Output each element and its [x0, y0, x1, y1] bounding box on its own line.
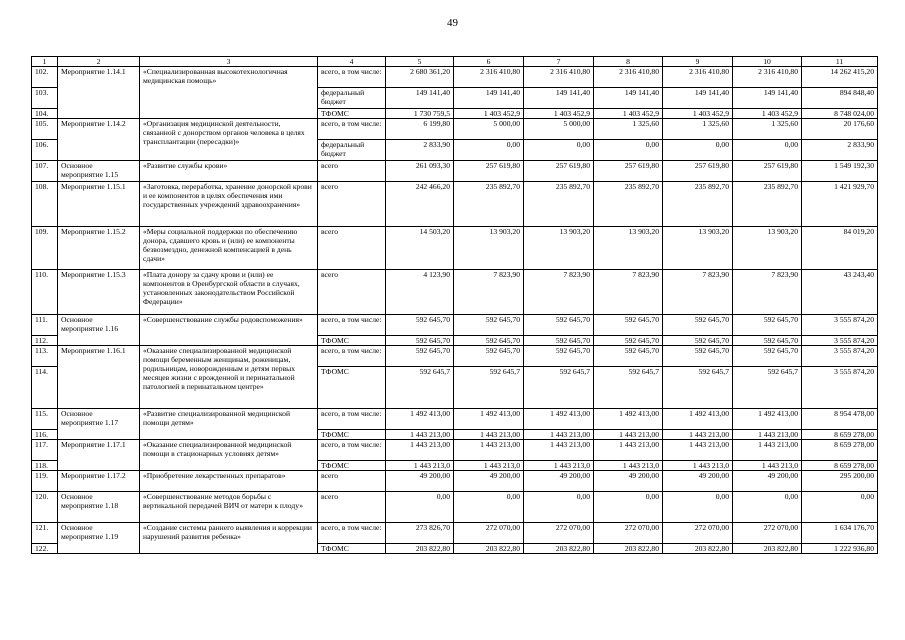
- measure-description: «Организация медицинской деятельности, связанной с донорством органов человека в целях трансплантации (пересадки)»: [140, 119, 318, 161]
- amount-cell: 0,00: [594, 140, 663, 161]
- amount-cell: 1 634 176,70: [802, 523, 878, 544]
- amount-cell: 257 619,80: [454, 161, 524, 182]
- header-cell: 7: [524, 57, 594, 67]
- amount-cell: 1 443 213,00: [594, 430, 663, 440]
- measure-description: «Приобретение лекарственных препаратов»: [140, 471, 318, 492]
- amount-cell: 5 000,00: [524, 119, 594, 140]
- amount-cell: 203 822,80: [594, 544, 663, 554]
- row-number: 107.: [32, 161, 58, 182]
- amount-cell: 203 822,80: [454, 544, 524, 554]
- amount-cell: 1 443 213,00: [386, 440, 454, 461]
- amount-cell: 49 200,00: [594, 471, 663, 492]
- funding-source: ТФОМС: [318, 544, 386, 554]
- amount-cell: 592 645,7: [733, 367, 802, 409]
- amount-cell: 592 645,70: [663, 336, 733, 346]
- amount-cell: 592 645,70: [524, 336, 594, 346]
- amount-cell: 1 443 213,0: [594, 461, 663, 471]
- measure-name: Основное мероприятие 1.18: [58, 492, 140, 523]
- funding-source: всего, в том числе:: [318, 523, 386, 544]
- row-number: 113.: [32, 346, 58, 367]
- amount-cell: 49 200,00: [524, 471, 594, 492]
- amount-cell: 592 645,70: [524, 315, 594, 336]
- amount-cell: 257 619,80: [594, 161, 663, 182]
- amount-cell: 592 645,70: [454, 315, 524, 336]
- amount-cell: 13 903,20: [524, 227, 594, 270]
- funding-source: всего, в том числе:: [318, 315, 386, 336]
- table-row: [32, 227, 878, 270]
- amount-cell: 592 645,7: [454, 367, 524, 409]
- measure-description: «Создание системы раннего выявления и коррекции нарушений развития ребенка»: [140, 523, 318, 554]
- amount-cell: 592 645,70: [524, 346, 594, 367]
- row-number: 112.: [32, 336, 58, 346]
- amount-cell: 0,00: [454, 140, 524, 161]
- amount-cell: 592 645,7: [594, 367, 663, 409]
- row-number: 106.: [32, 140, 58, 161]
- amount-cell: 49 200,00: [663, 471, 733, 492]
- amount-cell: 3 555 874,20: [802, 336, 878, 346]
- amount-cell: 49 200,00: [386, 471, 454, 492]
- amount-cell: 13 903,20: [594, 227, 663, 270]
- amount-cell: 8 748 024,00: [802, 109, 878, 119]
- amount-cell: 14 262 415,20: [802, 67, 878, 88]
- measure-description: «Меры социальной поддержки по обеспечению донора, сдавшего кровь и (или) ее компоненты безвозмездно, денежной компенсацией в день сдачи»: [140, 227, 318, 270]
- budget-table: [31, 56, 878, 554]
- table-row: [32, 270, 878, 315]
- amount-cell: 7 823,90: [663, 270, 733, 315]
- table-row: [32, 523, 878, 544]
- amount-cell: 2 680 361,20: [386, 67, 454, 88]
- row-number: 122.: [32, 544, 58, 554]
- amount-cell: 1 443 213,00: [454, 430, 524, 440]
- amount-cell: 20 176,60: [802, 119, 878, 140]
- amount-cell: 592 645,70: [594, 336, 663, 346]
- amount-cell: 592 645,70: [733, 315, 802, 336]
- amount-cell: 149 141,40: [454, 88, 524, 109]
- amount-cell: 235 892,70: [663, 182, 733, 227]
- amount-cell: 592 645,70: [594, 315, 663, 336]
- amount-cell: 273 826,70: [386, 523, 454, 544]
- amount-cell: 257 619,80: [663, 161, 733, 182]
- amount-cell: 7 823,90: [524, 270, 594, 315]
- measure-name: Основное мероприятие 1.19: [58, 523, 140, 554]
- amount-cell: 2 833,90: [386, 140, 454, 161]
- measure-description: «Развитие службы крови»: [140, 161, 318, 182]
- row-number: 118.: [32, 461, 58, 471]
- amount-cell: 149 141,40: [663, 88, 733, 109]
- funding-source: всего, в том числе:: [318, 346, 386, 367]
- amount-cell: 5 000,00: [454, 119, 524, 140]
- table-row: [32, 492, 878, 523]
- header-cell: 10: [733, 57, 802, 67]
- amount-cell: 1 403 452,9: [733, 109, 802, 119]
- header-cell: 11: [802, 57, 878, 67]
- amount-cell: 203 822,80: [663, 544, 733, 554]
- row-number: 120.: [32, 492, 58, 523]
- funding-source: ТФОМС: [318, 430, 386, 440]
- amount-cell: 1 222 936,80: [802, 544, 878, 554]
- amount-cell: 242 466,20: [386, 182, 454, 227]
- funding-source: федеральный бюджет: [318, 140, 386, 161]
- amount-cell: 84 019,20: [802, 227, 878, 270]
- amount-cell: 0,00: [663, 140, 733, 161]
- amount-cell: 1 421 929,70: [802, 182, 878, 227]
- amount-cell: 592 645,70: [454, 346, 524, 367]
- table-row: [32, 440, 878, 461]
- measure-description: «Совершенствование службы родовспоможения»: [140, 315, 318, 346]
- measure-name: Мероприятие 1.17.1: [58, 440, 140, 471]
- amount-cell: 272 070,00: [454, 523, 524, 544]
- funding-source: всего: [318, 182, 386, 227]
- row-number: 108.: [32, 182, 58, 227]
- row-number: 105.: [32, 119, 58, 140]
- amount-cell: 2 316 410,80: [594, 67, 663, 88]
- funding-source: всего, в том числе:: [318, 440, 386, 461]
- amount-cell: 592 645,70: [386, 315, 454, 336]
- amount-cell: 272 070,00: [594, 523, 663, 544]
- amount-cell: 2 316 410,80: [733, 67, 802, 88]
- row-number: 109.: [32, 227, 58, 270]
- amount-cell: 49 200,00: [454, 471, 524, 492]
- amount-cell: 0,00: [733, 140, 802, 161]
- amount-cell: 1 443 213,00: [594, 440, 663, 461]
- funding-source: федеральный бюджет: [318, 88, 386, 109]
- amount-cell: 1 443 213,00: [663, 440, 733, 461]
- amount-cell: 1 325,60: [733, 119, 802, 140]
- header-cell: 4: [318, 57, 386, 67]
- amount-cell: 592 645,70: [386, 346, 454, 367]
- funding-source: ТФОМС: [318, 461, 386, 471]
- amount-cell: 0,00: [733, 492, 802, 523]
- header-cell: 6: [454, 57, 524, 67]
- amount-cell: 592 645,7: [663, 367, 733, 409]
- row-number: 114.: [32, 367, 58, 409]
- amount-cell: 3 555 874,20: [802, 367, 878, 409]
- amount-cell: 8 954 478,00: [802, 409, 878, 430]
- amount-cell: 2 316 410,80: [524, 67, 594, 88]
- amount-cell: 7 823,90: [594, 270, 663, 315]
- amount-cell: 8 659 278,00: [802, 430, 878, 440]
- amount-cell: 13 903,20: [663, 227, 733, 270]
- amount-cell: 13 903,20: [454, 227, 524, 270]
- row-number: 116.: [32, 430, 58, 440]
- amount-cell: 235 892,70: [454, 182, 524, 227]
- amount-cell: 1 325,60: [663, 119, 733, 140]
- header-cell: 3: [140, 57, 318, 67]
- funding-source: всего: [318, 270, 386, 315]
- measure-name: Мероприятие 1.17.2: [58, 471, 140, 492]
- amount-cell: 13 903,20: [733, 227, 802, 270]
- amount-cell: 1 443 213,00: [524, 440, 594, 461]
- amount-cell: 235 892,70: [733, 182, 802, 227]
- amount-cell: 1 443 213,00: [386, 430, 454, 440]
- amount-cell: 1 492 413,00: [594, 409, 663, 430]
- funding-source: всего, в том числе:: [318, 119, 386, 140]
- amount-cell: 0,00: [524, 140, 594, 161]
- amount-cell: 3 555 874,20: [802, 346, 878, 367]
- funding-source: всего: [318, 471, 386, 492]
- amount-cell: 261 093,30: [386, 161, 454, 182]
- funding-source: всего: [318, 161, 386, 182]
- amount-cell: 1 730 759,5: [386, 109, 454, 119]
- table-row: [32, 346, 878, 367]
- header-cell: 2: [58, 57, 140, 67]
- measure-description: «Совершенствование методов борьбы с вертикальной передачей ВИЧ от матери к плоду»: [140, 492, 318, 523]
- row-number: 102.: [32, 67, 58, 88]
- amount-cell: 1 443 213,0: [454, 461, 524, 471]
- header-row: [32, 57, 878, 67]
- amount-cell: 592 645,70: [663, 346, 733, 367]
- amount-cell: 592 645,70: [386, 336, 454, 346]
- amount-cell: 1 443 213,0: [663, 461, 733, 471]
- amount-cell: 1 443 213,00: [733, 430, 802, 440]
- amount-cell: 1 403 452,9: [524, 109, 594, 119]
- amount-cell: 7 823,90: [454, 270, 524, 315]
- amount-cell: 1 403 452,9: [663, 109, 733, 119]
- amount-cell: 149 141,40: [524, 88, 594, 109]
- page-number: 49: [447, 17, 458, 29]
- amount-cell: 1 443 213,0: [386, 461, 454, 471]
- amount-cell: 6 199,80: [386, 119, 454, 140]
- amount-cell: 272 070,00: [524, 523, 594, 544]
- measure-description: «Оказание специализированной медицинской помощи в стационарных условиях детям»: [140, 440, 318, 471]
- amount-cell: 0,00: [386, 492, 454, 523]
- table-row: [32, 67, 878, 88]
- measure-description: «Оказание специализированной медицинской помощи беременным женщинам, роженицам, родильницам, новорожденным и детям первых месяцев жизни с врожденной и перинатальной патологией в перинатальном центре»: [140, 346, 318, 409]
- funding-source: ТФОМС: [318, 367, 386, 409]
- amount-cell: 592 645,70: [454, 336, 524, 346]
- amount-cell: 149 141,40: [733, 88, 802, 109]
- header-cell: 1: [32, 57, 58, 67]
- funding-source: всего: [318, 492, 386, 523]
- measure-description: «Развитие специализированной медицинской помощи детям»: [140, 409, 318, 440]
- amount-cell: 592 645,7: [524, 367, 594, 409]
- amount-cell: 0,00: [594, 492, 663, 523]
- funding-source: всего, в том числе:: [318, 67, 386, 88]
- table-row: [32, 315, 878, 336]
- amount-cell: 592 645,70: [733, 336, 802, 346]
- amount-cell: 592 645,70: [594, 346, 663, 367]
- row-number: 121.: [32, 523, 58, 544]
- amount-cell: 272 070,00: [663, 523, 733, 544]
- amount-cell: 1 492 413,00: [524, 409, 594, 430]
- row-number: 103.: [32, 88, 58, 109]
- amount-cell: 1 492 413,00: [386, 409, 454, 430]
- amount-cell: 8 659 278,00: [802, 461, 878, 471]
- amount-cell: 894 848,40: [802, 88, 878, 109]
- measure-description: «Плата донору за сдачу крови и (или) ее компонентов в Оренбургской области в случаях, установленных законодательством Российской Федерации»: [140, 270, 318, 315]
- amount-cell: 49 200,00: [733, 471, 802, 492]
- measure-name: Мероприятие 1.16.1: [58, 346, 140, 409]
- amount-cell: 1 443 213,00: [733, 440, 802, 461]
- amount-cell: 592 645,7: [386, 367, 454, 409]
- measure-name: Основное мероприятие 1.15: [58, 161, 140, 182]
- amount-cell: 592 645,70: [663, 315, 733, 336]
- funding-source: всего: [318, 227, 386, 270]
- table-row: [32, 119, 878, 140]
- row-number: 117.: [32, 440, 58, 461]
- amount-cell: 1 443 213,0: [524, 461, 594, 471]
- header-cell: 5: [386, 57, 454, 67]
- amount-cell: 203 822,80: [524, 544, 594, 554]
- row-number: 104.: [32, 109, 58, 119]
- amount-cell: 7 823,90: [733, 270, 802, 315]
- table-row: [32, 471, 878, 492]
- measure-name: Мероприятие 1.15.3: [58, 270, 140, 315]
- amount-cell: 8 659 278,00: [802, 440, 878, 461]
- funding-source: ТФОМС: [318, 109, 386, 119]
- amount-cell: 1 443 213,0: [733, 461, 802, 471]
- row-number: 119.: [32, 471, 58, 492]
- measure-description: «Специализированная высокотехнологичная медицинская помощь»: [140, 67, 318, 119]
- measure-description: «Заготовка, переработка, хранение донорской крови и ее компонентов в целях обеспечения ими государственных учреждений здравоохранения»: [140, 182, 318, 227]
- table-row: [32, 182, 878, 227]
- amount-cell: 1 403 452,9: [594, 109, 663, 119]
- measure-name: Мероприятие 1.15.1: [58, 182, 140, 227]
- funding-source: всего, в том числе:: [318, 409, 386, 430]
- amount-cell: 0,00: [454, 492, 524, 523]
- amount-cell: 4 123,90: [386, 270, 454, 315]
- row-number: 115.: [32, 409, 58, 430]
- amount-cell: 1 492 413,00: [454, 409, 524, 430]
- amount-cell: 2 833,90: [802, 140, 878, 161]
- amount-cell: 149 141,40: [386, 88, 454, 109]
- amount-cell: 235 892,70: [524, 182, 594, 227]
- amount-cell: 1 492 413,00: [733, 409, 802, 430]
- amount-cell: 272 070,00: [733, 523, 802, 544]
- measure-name: Мероприятие 1.14.2: [58, 119, 140, 161]
- amount-cell: 257 619,80: [733, 161, 802, 182]
- measure-name: Основное мероприятие 1.17: [58, 409, 140, 440]
- amount-cell: 257 619,80: [524, 161, 594, 182]
- row-number: 111.: [32, 315, 58, 336]
- header-cell: 8: [594, 57, 663, 67]
- amount-cell: 14 503,20: [386, 227, 454, 270]
- measure-name: Мероприятие 1.14.1: [58, 67, 140, 119]
- amount-cell: 592 645,70: [733, 346, 802, 367]
- amount-cell: 1 492 413,00: [663, 409, 733, 430]
- header-cell: 9: [663, 57, 733, 67]
- measure-name: Основное мероприятие 1.16: [58, 315, 140, 346]
- table-row: [32, 161, 878, 182]
- amount-cell: 2 316 410,80: [454, 67, 524, 88]
- amount-cell: 295 200,00: [802, 471, 878, 492]
- table-row: [32, 409, 878, 430]
- amount-cell: 1 325,60: [594, 119, 663, 140]
- amount-cell: 203 822,80: [386, 544, 454, 554]
- amount-cell: 203 822,80: [733, 544, 802, 554]
- amount-cell: 1 443 213,00: [454, 440, 524, 461]
- amount-cell: 149 141,40: [594, 88, 663, 109]
- amount-cell: 0,00: [524, 492, 594, 523]
- amount-cell: 0,00: [802, 492, 878, 523]
- measure-name: Мероприятие 1.15.2: [58, 227, 140, 270]
- amount-cell: 1 443 213,00: [524, 430, 594, 440]
- amount-cell: 3 555 874,20: [802, 315, 878, 336]
- amount-cell: 2 316 410,80: [663, 67, 733, 88]
- funding-source: ТФОМС: [318, 336, 386, 346]
- amount-cell: 235 892,70: [594, 182, 663, 227]
- row-number: 110.: [32, 270, 58, 315]
- amount-cell: 1 403 452,9: [454, 109, 524, 119]
- amount-cell: 0,00: [663, 492, 733, 523]
- amount-cell: 43 243,40: [802, 270, 878, 315]
- amount-cell: 1 549 192,30: [802, 161, 878, 182]
- amount-cell: 1 443 213,00: [663, 430, 733, 440]
